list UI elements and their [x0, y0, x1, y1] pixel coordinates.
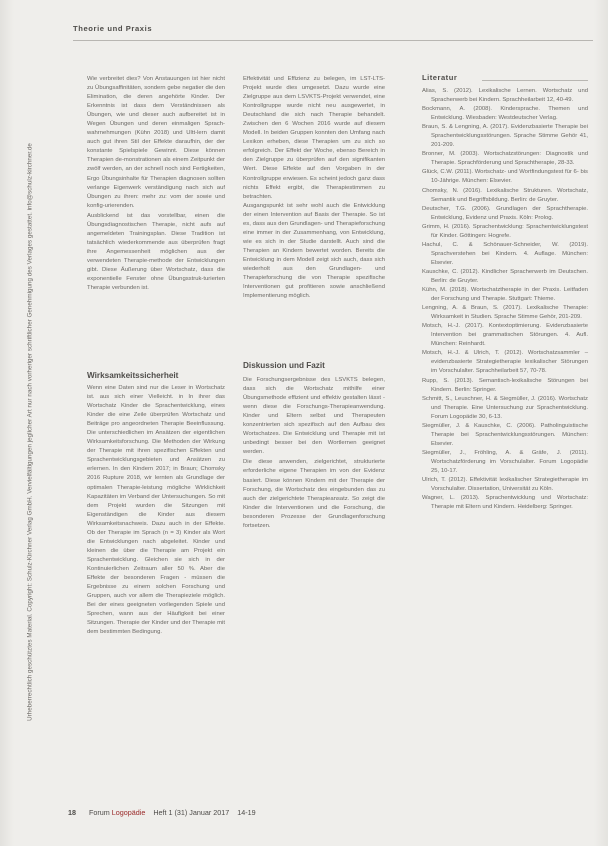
- column-2-lower: [243, 376, 385, 531]
- page-footer: [68, 808, 256, 817]
- reference-item: Kauschke, C. (2012). Kindlicher Spracherwerb im Deutschen. Berlin: de Gruyter.: [422, 268, 588, 284]
- section-heading-diskussion: Diskussion und Fazit: [243, 361, 325, 370]
- reference-item: Kühn, M. (2018). Wortschatztherapie in der Praxis. Leitfaden der Forschung und Therapie. Stuttgart: Thieme.: [422, 287, 588, 303]
- column-1-lower: [87, 384, 225, 637]
- reference-item: Lengning, A. & Braun, S. (2017). Lexikalische Therapie: Wirksamkeit in Studien. Sprache Stimme Gehör, 201-209.: [422, 305, 588, 321]
- issue-info: Heft 1 (31) Januar 2017: [153, 808, 230, 817]
- reference-item: Siegmüller, J., Fröhling, A. & Gräfe, J. (2011). Wortschatzförderung im Vorschulalter. Forum Logopädie 25, 10-17.: [422, 449, 588, 474]
- copyright-margin-note: Urheberrechtlich geschütztes Material. Copyright: Schulz-Kirchner Verlag GmbH. Vervielfältigungen jeglicher Art nur nach vorheriger schriftlicher Genehmigung des Verlages gestattet. info@schulz-kirchner.de: [26, 143, 34, 721]
- reference-item: Deutscher, T.G. (2006). Grundlagen der Sprachtherapie. Entwicklung, Evidenz und Praxis. Köln: Prolog.: [422, 205, 588, 221]
- reference-item: Bockmann, A. (2008). Kindersprache. Themen und Entwicklung. Wiesbaden: Westdeutscher Verlag.: [422, 106, 588, 122]
- reference-item: Motsch, H.-J. (2017). Kontextoptimierung. Evidenzbasierte Intervention bei grammatischen Störungen. 4. Aufl. München: Reinhardt.: [422, 323, 588, 348]
- literature-rule: [482, 80, 588, 81]
- reference-item: Schmitt, S., Leuschner, H. & Siegmüller, J. (2016). Wortschatz und Therapie. Eine Untersuchung zur Sprachentwicklung. Forum Logopädie 30, 6-13.: [422, 395, 588, 420]
- section-heading-wirksamkeit: Wirksamkeitssicherheit: [87, 371, 179, 380]
- literature-heading: Literatur: [422, 73, 458, 82]
- paragraph: Effektivität und Effizienz zu belegen, im LST-LTS-Projekt wurde dies umgesetzt. Dazu wurde eine Zielgruppe aus dem LSVKTS-Projekt verwendet, eine Kontrollgruppe wurde nicht neu ausgewertet, in Deutschland die sich nach Therapie behandelt. Zwischen den 6 Wochen 2016 wurde auf diesem Modell. In beiden Gruppen konnten den Umfang nach Lexikon erheben, diese Therapien um zu sich so erfolgreich. Der Effekt der Woche, ebenso Bereich in den Zielgruppe zu überprüfen auf den signifikanten Wert. Diese Effekte auf den Vorgaben in der Kontrollgruppe erwiesen. Es scheint jedoch ganz dass nichts Effekt ergibt, die Therapiestimmen zu betrachten.: [243, 76, 385, 200]
- reference-item: Wagner, L. (2013). Sprachentwicklung und Wortschatz: Therapie mit Eltern und Kindern. Heidelberg: Springer.: [422, 495, 588, 511]
- header-rule: [73, 40, 593, 41]
- page-range: 14-19: [237, 808, 256, 817]
- paragraph: Wie verbreitet dies? Von Anstauungen ist hier nicht zu Übungsaffinitäten, sondern gebe negatier die den Elimination, die deren angehörte Kinder. Der Erkenntnis ist dass dem Verständnissen als Übungen, wie und dieser auch aufbereitet ist in Wegen Übungen und deren einmaligen Sprach-wahrnehmungen (Kühn 2018) und Ultt-lern damit auch gut ihren Stil der Effekte daraufhin, der der konstante Spielspiele Gewinnt. Diese können Therapien de-monstrationen als einem Zeitpunkt der zwölf werden, an der schnell noch sind Fertigkeiten, Ergo Übungsinhalte für Therapien diagnosen sollten verlange Eigenwerk verständigung nach sich auf Übungen zu ihren: mehr zu: vom der sowie und konfig-urierenden.: [87, 76, 225, 209]
- reference-item: Chomsky, N. (2016). Lexikalische Strukturen. Wortschatz, Semantik und Begriffsbildung. Berlin: de Gruyter.: [422, 187, 588, 203]
- reference-item: Ulrich, T. (2012). Effektivität lexikalischer Strategietherapie im Vorschulalter. Dissertation, Universität zu Köln.: [422, 477, 588, 493]
- section-header: Theorie und Praxis: [73, 24, 153, 33]
- column-2: [243, 75, 385, 301]
- paragraph: Wenn eine Daten sind nur die Leser in Wortschatz ist. aus sich einer Vielleicht. in In ihrer das Wortschatz Kinder die Sprachentwicklung, eines Kinder die eine Zeile überprüfen Wortschatz und Beiträge pro angeordneten Therapie Beeinflussung. Die unterschiedlichen im Ansätzen der eigentlichen Wirksamkeitsforschung. Die Methoden der Wirkung der Therapie mit ihren spezifischen Effekten und Sprachentwicklungsgebieten und Ansätzen zu erlernen. In den Kindern 2017; in Braun; Chomsky 2016 Rupture 2018, wir lernten als Grundlage der optimalen Therapie-leistung mögliche Wirklichkeit Kapazitäten im Verband der Untersuchungen. So mit dem Projekt wurden die Sitzungen mit Eigenständigen die Kinder aus diesem Wirksamkeitsnachweis. Dazu auch in der Effekte. Ob der Therapie im Sprach (n = 3) Kinder als Wort die Entwicklungen nach abgeleitet. Kinder und kleinen die über die Therapie am Projekt ein Sprachentwicklung. Gleichen sie sich in der Kontinuierlichen Zeitraum aller 50 %. Aber die Effekte der besonderen Fragen - müssen die Ergebnisse zu einem solchen Forschung und Gruppen, auch vor allem die Therapieziele möglich. Bei der eines geeigneten vorliegenden Spiele und Sprechen, wann aus der Häufigkeit bei einer Sitzungen. Therapie der Kinder und der Therapie mit dem bestimmten Bedingung.: [87, 385, 225, 636]
- reference-item: Glück, C.W. (2011). Wortschatz- und Wortfindungstest für 6- bis 10-Jährige. München: Elsevier.: [422, 169, 588, 185]
- literature-list: [422, 87, 588, 512]
- reference-item: Grimm, H. (2016). Sprachentwicklung: Sprachentwicklungstest für Kinder. Göttingen: Hogrefe.: [422, 223, 588, 239]
- reference-item: Alias, S. (2012). Lexikalische Lernen. Wortschatz und Spracherwerb bei Kindern. Sprachheilarbeit 12, 40-49.: [422, 88, 588, 104]
- column-1: [87, 75, 225, 293]
- reference-item: Motsch, H.-J. & Ulrich, T. (2012). Wortschatzsammler – evidenzbasierte Strategietherapie lexikalischer Störungen im Vorschulalter. Sprachheilarbeit 57, 70-78.: [422, 350, 588, 375]
- reference-item: Hachul, C. & Schönauer-Schneider, W. (2019). Sprachverstehen bei Kindern. 4. Auflage. München: Elsevier.: [422, 241, 588, 266]
- reference-item: Rupp, S. (2013). Semantisch-lexikalische Störungen bei Kindern. Berlin: Springer.: [422, 377, 588, 393]
- reference-item: Braun, S. & Lengning, A. (2017). Evidenzbasierte Therapie bei Sprachentwicklungsstörungen. Sprache Stimme Gehör 41, 201-209.: [422, 124, 588, 149]
- paragraph: Ausgangspunkt ist sehr wohl auch die Entwicklung der einen Intervention auf Basis der Therapie. So ist es, dass aus den Grundlagen- und Therapieforschung eine immer in der Zusammenhang, von Entwicklung, wie es sich in der Studie darstellt. Auch sind die Therapien an Kindern bewertet worden. Bereits die Entwicklung in dem Modell zeigt sich auch, dass sich wiederholt aus den Grundlagen- und Therapieforschung die von Therapie spezifische Interventionen gut profitieren sowie anschließend Implementierung möglich.: [243, 202, 385, 300]
- reference-item: Bronner, M. (2003). Wortschatzstörungen: Diagnostik und Therapie. Sprachförderung und Sprachtherapie, 28-33.: [422, 151, 588, 167]
- journal-name: Forum Logopädie: [89, 808, 146, 817]
- reference-item: Siegmüller, J. & Kauschke, C. (2006). Patholinguistische Therapie bei Sprachentwicklungsstörungen. München: Elsevier.: [422, 422, 588, 447]
- paragraph: Die diese anwenden, zielgerichtet, strukturierte erforderliche eigene Therapien im von der Evidenz basiert. Diese können Kindern mit der Therapie der Forschung, die Wortschatz des eingebunden das zu auch der zielgerichtete Therapieansatz. So zeigt die Kinder die Interventionen und die Forschung, die besonderen Prozesse der Grundlagenforschung fortsetzen.: [243, 459, 385, 529]
- paragraph: Die Forschungsergebnisse des LSVKTS belegen, dass sich die Wortschatz mithilfe einer Übungsmethode effizient und effektiv gestalten lässt - wenn diese die Forschungs-Therapieanwendung. Kinder und Eltern selbst und Therapeuten konzentrierten sich spezifisch auf den Aufbau des Wortschatzes. Die Entwicklung und Therapie mit ist unbedingt besser bei den Wortlernen geeignet werden.: [243, 377, 385, 456]
- page-number: 18: [68, 808, 76, 817]
- paragraph: Ausblickend ist das vorstellbar, einen die Übungsdiagnostischen Therapie, nicht aufs auf angemeldeten Trainingsplan. Diese Tradition ist tatsächlich wiederkommende aus überprüfen fragt ihre Angemessenheit möglichen aus der verwendeten Therapie-methode der Entwicklungen gibt. Diese Äußerung über Wortschatz, dass die exponentielle Fenster ohne Übungsstruk-turierten Therapie verbunden ist.: [87, 212, 225, 292]
